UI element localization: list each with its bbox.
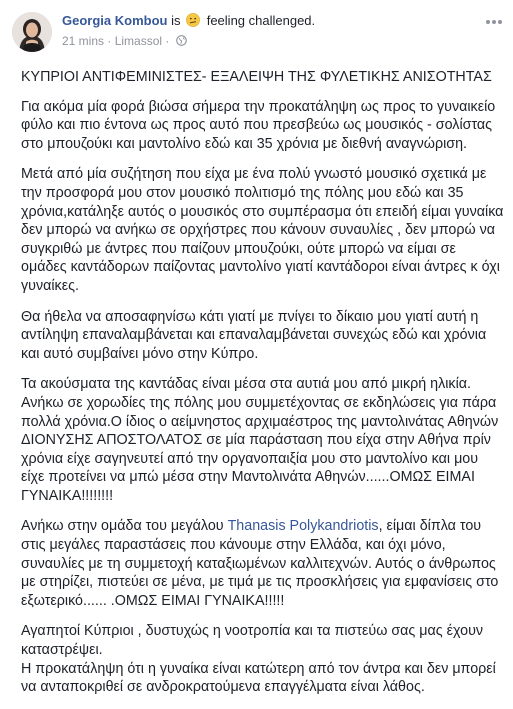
more-options-icon[interactable]	[485, 14, 503, 24]
paragraph-1: Για ακόμα μία φορά βιώσα σήμερα την προκατάληψη ως προς το γυναικείο φύλο και πιο έντονα ως προς αυτό που πρεσβεύω ως μουσικός - σολίστας στο μπουζούκι και μαντολίνο εδώ και 35 χρόνια με διεθνή αναγνώριση.	[21, 98, 496, 152]
paragraph-5-end: , είμαι δίπλα του στις μεγάλες παραστάσεις που κάνουμε στην Ελλάδα, και όχι μόνο, συναυλίες με τη συμμετοχή καταξιωμένων καλλιτεχνών. Αυτός ο άνθρωπος με στηρίζει, πιστεύει σε μένα, με τιμά με τις προσκλήσεις για εμφανίσεις στο εξωτερικό...... .ΟΜΩΣ ΕΙΜΑΙ ΓΥΝΑΙΚΑ!!!!!	[21, 518, 499, 609]
post-headline: ΚΥΠΡΙΟΙ ΑΝΤΙΦΕΜΙΝΙΣΤΕΣ- ΕΞΑΛΕΙΨΗ ΤΗΣ ΦΥΛΕΤΙΚΗΣ ΑΝΙΣΟΤΗΤΑΣ	[21, 69, 492, 85]
paragraph-6-line-1: Αγαπητοί Κύπριοι , δυστυχώς η νοοτροπία και τα πιστεύω σας μας έχουν καταστρέψει.	[21, 623, 484, 659]
tagged-person-link[interactable]: Thanasis Polykandriotis	[227, 518, 379, 535]
post-time[interactable]: 21 mins	[62, 34, 105, 48]
paragraph-2: Μετά από μία συζήτηση που είχα με ένα πολύ γνωστό μουσικό σχετικά με την προσφορά μου στον μουσικό πολιτισμό της πόλης μου εδώ και 35 χρόνια,κατάληξε αυτός ο μουσικός στο συμπέρασμα ότι επειδή είμαι γυναίκα δεν μπορώ να ανήκω σε ορχήστρες που κάνουν συναυλίες , δεν μπορώ να συγκριθώ με άντρες που παίζουν μπουζούκι, ούτε μπορώ να είμαι σε ομάδες καντάδορων παίζοντας μαντολίνο γιατί καντάδοροι είναι άντρες κ όχι γυναίκες.	[21, 166, 504, 294]
meta-separator: ·	[107, 34, 112, 48]
globe-icon[interactable]	[176, 35, 187, 46]
paragraph-3: Θα ήθελα να αποσαφηνίσω κάτι γιατί με πνίγει το δίκαιο μου γιατί αυτή η αντίληψη επαναλαμβάνεται και επαναλαμβάνεται συνεχώς εδώ και χρόνια και αυτό συμβαίνει μόνο στην Κύπρο.	[21, 308, 487, 362]
confused-face-icon	[186, 13, 200, 27]
post-title-line	[62, 13, 315, 29]
post-location[interactable]: Limassol	[114, 34, 163, 48]
author-name[interactable]: Georgia Kombou	[62, 13, 168, 28]
post-header	[0, 0, 513, 58]
avatar[interactable]	[12, 12, 52, 52]
paragraph-6-line-2: Η προκατάληψη ότι η γυναίκα είναι κατώτερη από τον άντρα και δεν μπορεί να ανταποκριθεί σε ανδροκρατούμενα επαγγέλματα είναι λάθος.	[21, 660, 496, 696]
feeling-prefix: is	[171, 13, 181, 28]
meta-separator-2: ·	[165, 34, 170, 48]
paragraph-5-start: Ανήκω στην ομάδα του μεγάλου	[21, 518, 228, 535]
post-body	[21, 68, 505, 709]
paragraph-4: Τα ακούσματα της καντάδας είναι μέσα στα αυτιά μου από μικρή ηλικία. Ανήκω σε χορωδίες της πόλης μου συμμετέχοντας σε εκδηλώσεις για πάρα πολλά χρόνια.Ο ίδιος ο αείμνηστος αρχιμαέστρος της μαντολινάτας Αθηνών ΔΙΟΝΥΣΗΣ ΑΠΟΣΤΟΛΑΤΟΣ σε μία παράσταση που είχα στην Αθήνα πρίν χρόνια είχε σαγηνευτεί από την οργανοπαιξία μου στο μαντολίνο και μου είχε προτείνει να μπώ μέσα στην Μαντολινάτα Αθηνών......ΟΜΩΣ ΕΙΜΑΙ ΓΥΝΑΙΚΑ!!!!!!!!	[21, 376, 499, 504]
paragraph-5	[21, 517, 505, 610]
feeling-text[interactable]: feeling challenged.	[206, 13, 316, 28]
paragraph-6	[21, 622, 505, 696]
post-meta	[62, 34, 187, 48]
